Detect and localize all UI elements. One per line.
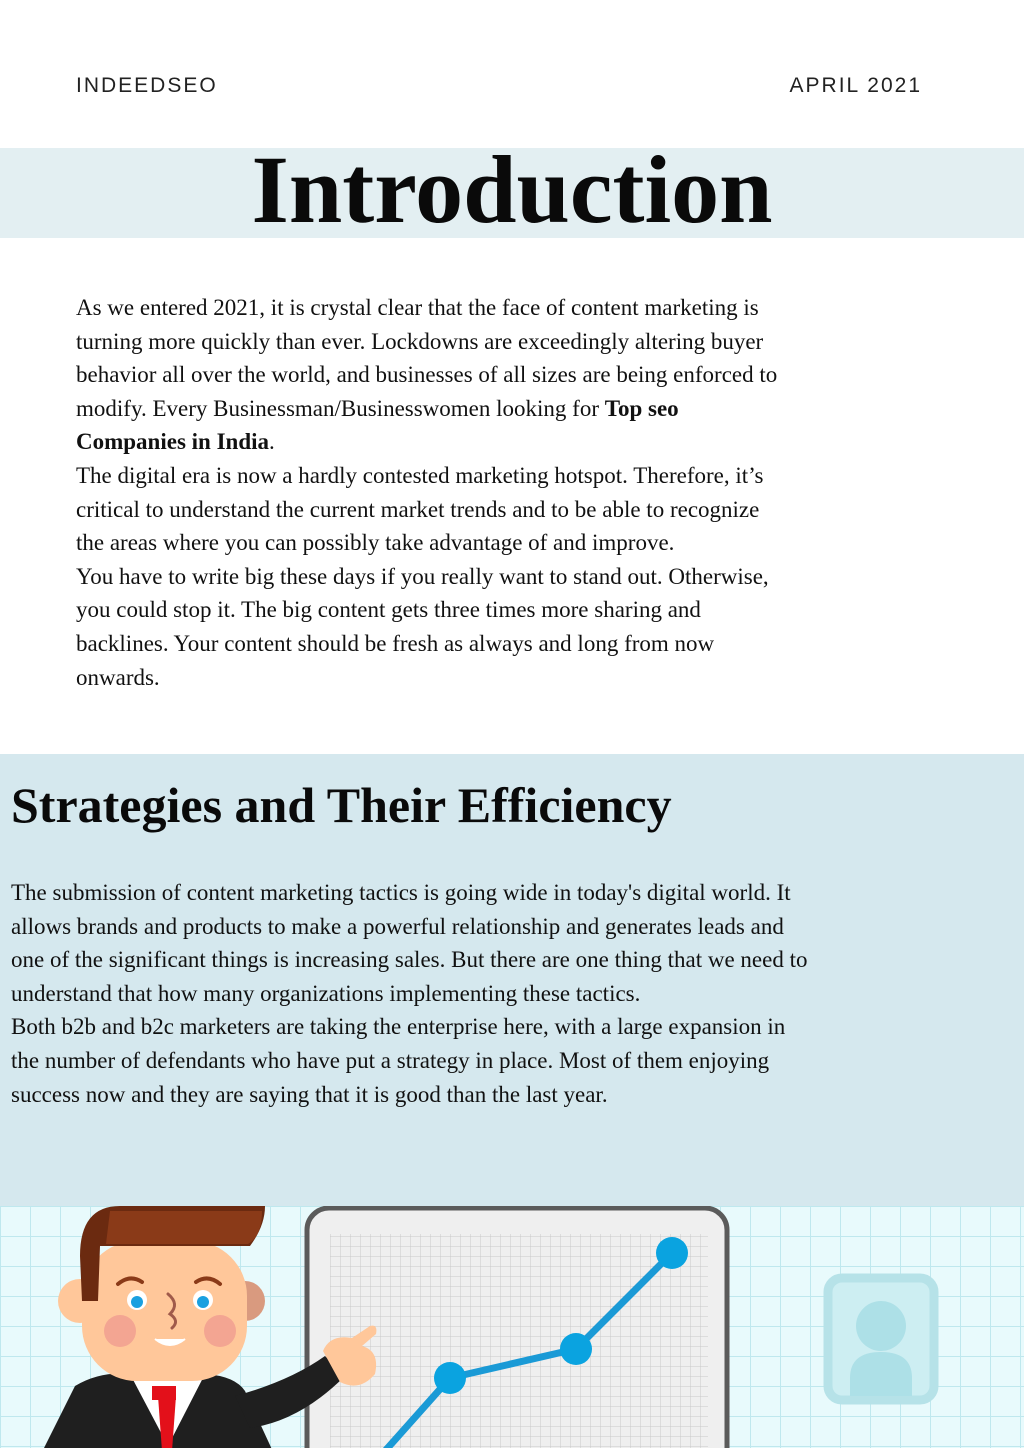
intro-text-end: . — [269, 429, 275, 455]
intro-title: Introduction — [251, 136, 773, 243]
strategies-paragraph-1: The submission of content marketing tactics is going wide in today's digital world. It allows brands and products to make a powerful relationship and generates leads and one of the significant things is increasing sales. But there are one thing that we need to understand that how many organizations implementing these tactics. — [11, 880, 808, 1006]
intro-paragraph-2: The digital era is now a hardly contested marketing hotspot. Therefore, it’s critical to understand the current market trends and to be able to recognize the areas where you can possibly take advantage of and improve. — [76, 462, 764, 556]
intro-paragraph-3: You have to write big these days if you really want to stand out. Otherwise, you could stop it. The big content gets three times more sharing and backlines. Your content should be fresh as always and long from now onwards. — [76, 563, 769, 690]
chart-point — [434, 1362, 466, 1394]
brand-name: INDEEDSEO — [76, 74, 218, 97]
chart-point — [656, 1237, 688, 1269]
strategies-body — [11, 876, 811, 1111]
strategies-paragraph-2: Both b2b and b2c marketers are taking the enterprise here, with a large expansion in the number of defendants who have put a strategy in place. Most of them enjoying success now and they are saying that it is good than the last year. — [11, 1014, 786, 1107]
intro-paragraph-1 — [76, 291, 786, 459]
chart-point — [560, 1333, 592, 1365]
intro-text: As we entered 2021, it is crystal clear that the face of content marketing is turning more quickly than ever. Lockdowns are exceedingly altering buyer behavior all over the world, and businesses of all sizes are being enforced to modify. Every Businessman/Businesswomen looking for — [76, 295, 778, 421]
illustration-presenter-chart — [0, 1206, 1024, 1448]
page-header — [76, 74, 922, 104]
keyword-highlight: Top seo Companies in India — [76, 395, 679, 455]
intro-body — [76, 291, 786, 694]
issue-date: APRIL 2021 — [789, 74, 922, 97]
profile-card-icon — [828, 1278, 934, 1400]
strategies-title: Strategies and Their Efficiency — [11, 777, 672, 833]
